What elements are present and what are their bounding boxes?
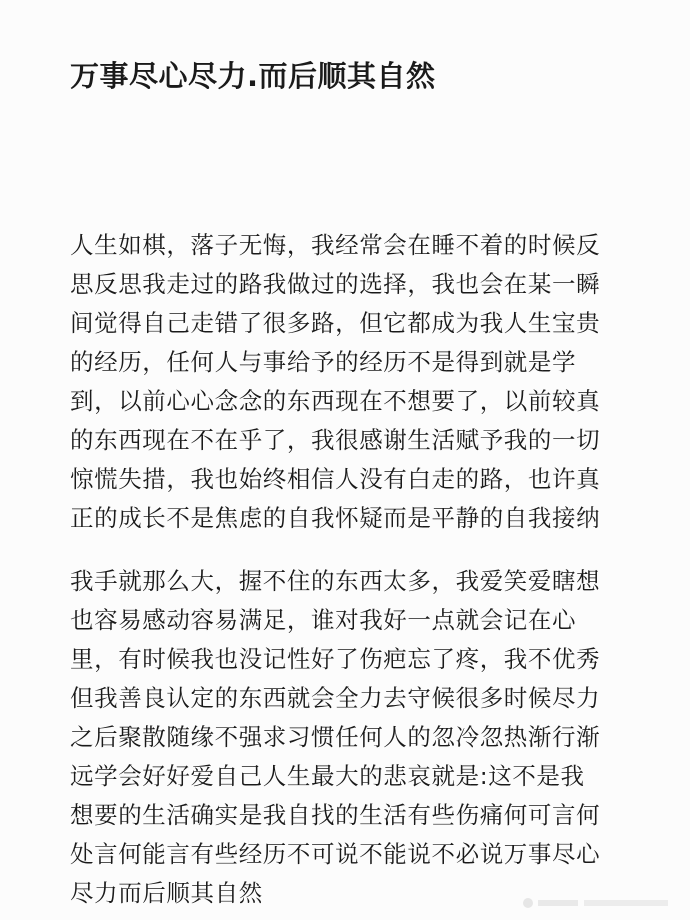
text-line: 之后聚散随缘不强求习惯任何人的忽冷忽热渐行渐 xyxy=(70,723,601,751)
text-line: 里，有时候我也没记性好了伤疤忘了疼，我不优秀 xyxy=(70,645,601,673)
text-line: 到，以前心心念念的东西现在不想要了，以前较真 xyxy=(70,387,601,415)
text-line: 处言何能言有些经历不可说不能说不必说万事尽心 xyxy=(70,840,601,868)
text-line: 间觉得自己走错了很多路，但它都成为我人生宝贵 xyxy=(70,309,601,337)
text-line: 的经历，任何人与事给予的经历不是得到就是学 xyxy=(70,348,577,376)
page-title: 万事尽心尽力.而后顺其自然 xyxy=(70,59,436,93)
text-line: 尽力而后顺其自然 xyxy=(70,879,263,907)
text-line: 正的成长不是焦虑的自我怀疑而是平静的自我接纳 xyxy=(70,504,601,532)
text-line: 想要的生活确实是我自找的生活有些伤痛何可言何 xyxy=(70,801,601,829)
text-line: 但我善良认定的东西就会全力去守候很多时候尽力 xyxy=(70,684,601,712)
text-line: 人生如棋，落子无悔，我经常会在睡不着的时候反 xyxy=(70,231,601,259)
text-line: 惊慌失措，我也始终相信人没有白走的路，也许真 xyxy=(70,465,601,493)
text-line: 的东西现在不在乎了，我很感谢生活赋予我的一切 xyxy=(70,426,601,454)
paragraph-2 xyxy=(70,562,670,913)
text-line: 思反思我走过的路我做过的选择，我也会在某一瞬 xyxy=(70,270,601,298)
watermark-graphic xyxy=(522,896,672,910)
text-line: 我手就那么大，握不住的东西太多，我爱笑爱瞎想 xyxy=(70,567,601,595)
paragraph-1 xyxy=(70,226,670,538)
text-line: 也容易感动容易满足，谁对我好一点就会记在心 xyxy=(70,606,577,634)
text-line: 远学会好好爱自己人生最大的悲哀就是:这不是我 xyxy=(70,762,585,790)
